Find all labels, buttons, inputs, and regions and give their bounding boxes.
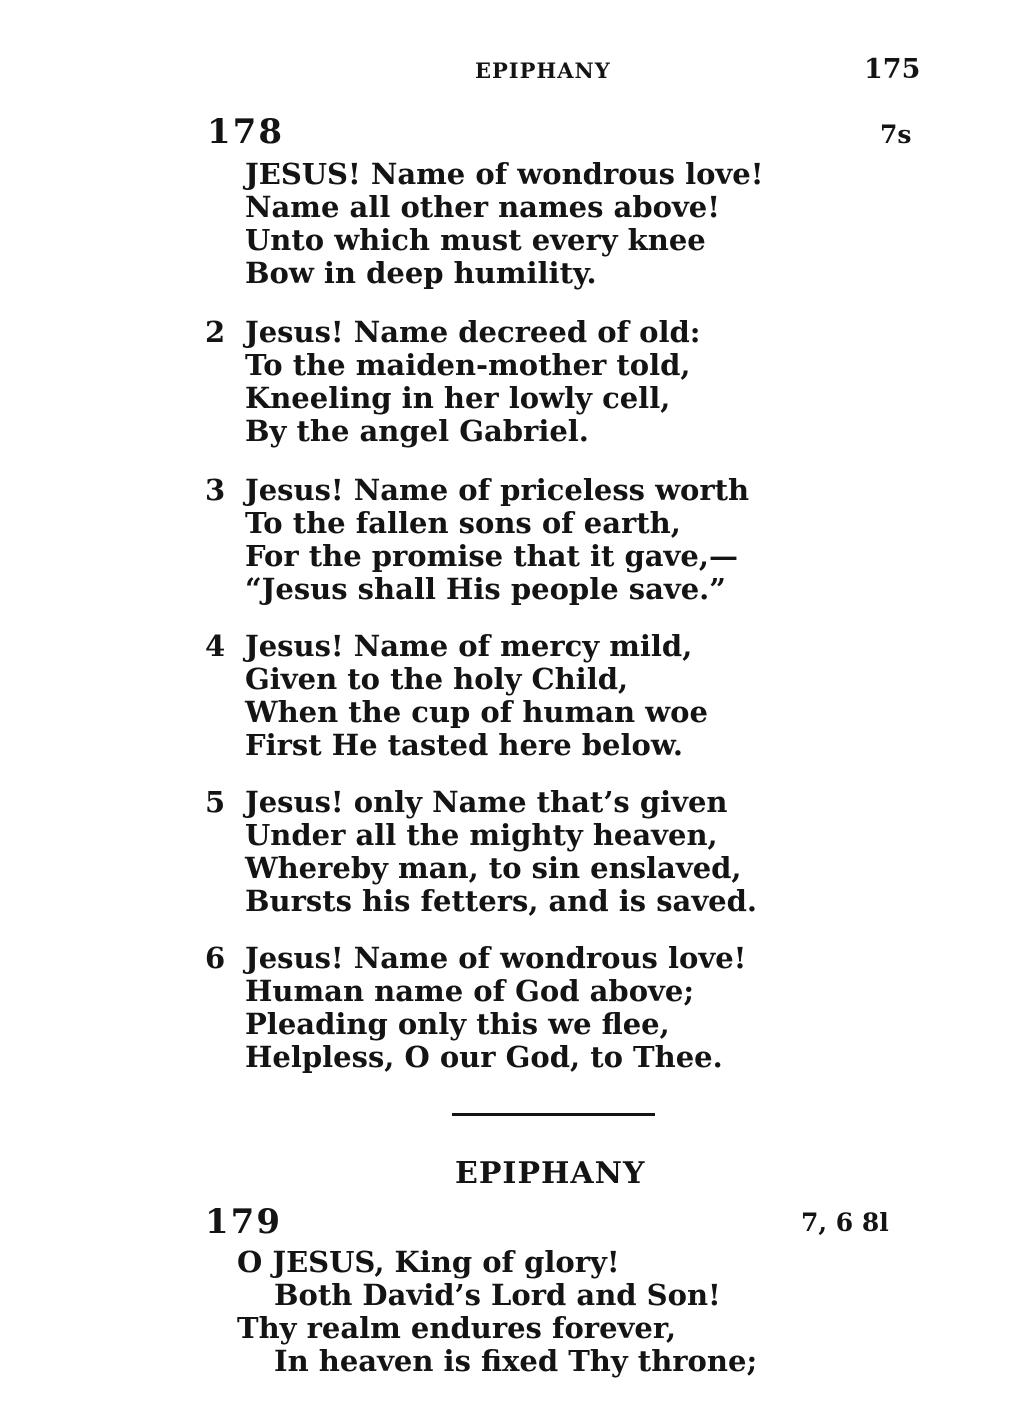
verse-line: Given to the holy Child, — [245, 662, 629, 696]
verse-line: “Jesus shall His people save.” — [245, 572, 726, 606]
verse-number: 4 — [205, 629, 226, 663]
verse-line: Jesus! Name of mercy mild, — [245, 629, 693, 663]
verse-line: First He tasted here below. — [245, 728, 683, 762]
verse-line: Bursts his fetters, and is saved. — [245, 884, 757, 918]
verse-line: When the cup of human woe — [245, 695, 708, 729]
verse-line: O JESUS, King of glory! — [237, 1245, 620, 1279]
verse-line: Kneeling in her lowly cell, — [245, 381, 671, 415]
verse-line: Jesus! Name decreed of old: — [245, 315, 701, 349]
verse-line: Name all other names above! — [245, 190, 720, 224]
verse-line: By the angel Gabriel. — [245, 414, 589, 448]
hymn-meter-179: 7, 6 8l — [801, 1208, 889, 1237]
hymn-meter-178: 7s — [880, 120, 912, 149]
verse-line: To the fallen sons of earth, — [245, 506, 681, 540]
verse-line: Human name of God above; — [245, 974, 695, 1008]
section-title: EPIPHANY — [455, 1156, 646, 1191]
verse-line: Jesus! Name of priceless worth — [245, 473, 750, 507]
stanza-1 — [205, 158, 763, 290]
stanza-2 — [205, 316, 700, 448]
verse-number: 5 — [205, 785, 226, 819]
verse-line: Pleading only this we flee, — [245, 1007, 670, 1041]
verse-line: JESUS! Name of wondrous love! — [245, 157, 764, 191]
verse-line: Unto which must every knee — [245, 223, 706, 257]
verse-line: Thy realm endures forever, — [237, 1311, 677, 1345]
verse-line: In heaven is fixed Thy throne; — [274, 1344, 758, 1378]
verse-line: Bow in deep humility. — [245, 256, 597, 290]
section-divider — [452, 1113, 655, 1116]
page-number: 175 — [864, 54, 921, 85]
verse-line: Whereby man, to sin enslaved, — [245, 851, 742, 885]
verse-line: Jesus! Name of wondrous love! — [245, 941, 747, 975]
stanza-5 — [205, 786, 757, 918]
running-head: EPIPHANY — [475, 58, 611, 83]
stanza-6 — [205, 942, 746, 1074]
verse-line: Jesus! only Name that’s given — [245, 785, 728, 819]
hymn-179-stanza-1 — [237, 1246, 757, 1378]
hymn-number-178: 178 — [207, 112, 284, 152]
verse-line: For the promise that it gave,— — [245, 539, 738, 573]
verse-line: To the maiden-mother told, — [245, 348, 691, 382]
verse-line: Both David’s Lord and Son! — [274, 1278, 721, 1312]
stanza-4 — [205, 630, 708, 762]
verse-line: Under all the mighty heaven, — [245, 818, 718, 852]
verse-number: 2 — [205, 315, 226, 349]
verse-number: 3 — [205, 473, 226, 507]
stanza-3 — [205, 474, 749, 606]
verse-number: 6 — [205, 941, 226, 975]
hymn-number-179: 179 — [205, 1202, 282, 1242]
verse-line: Helpless, O our God, to Thee. — [245, 1040, 723, 1074]
